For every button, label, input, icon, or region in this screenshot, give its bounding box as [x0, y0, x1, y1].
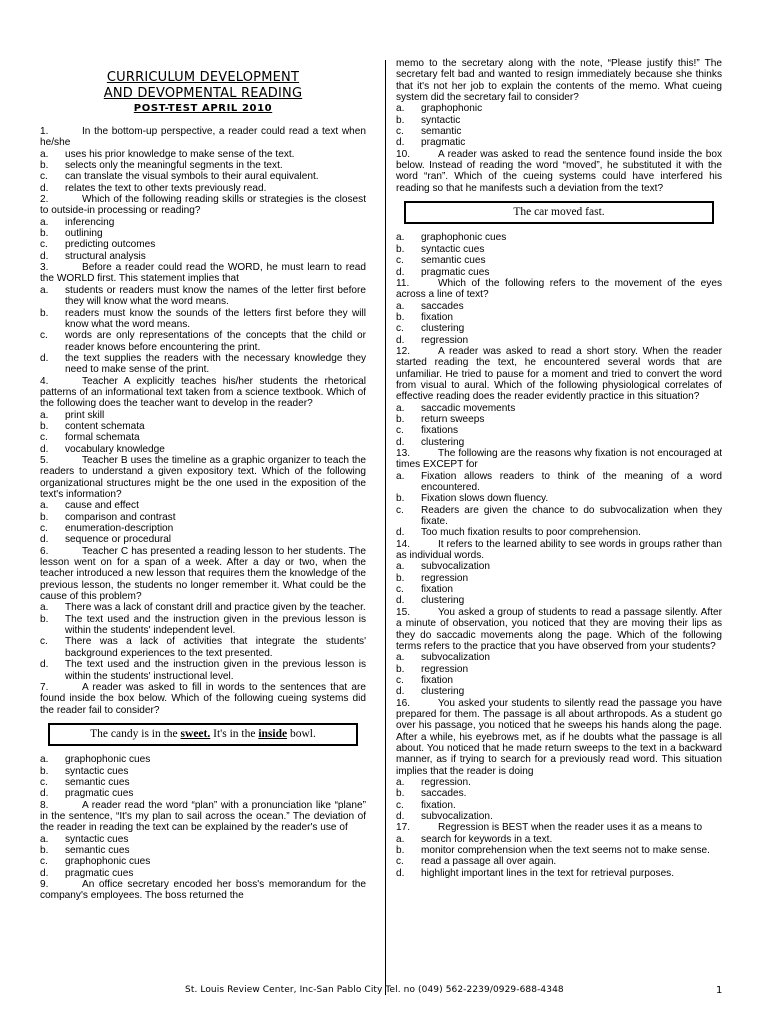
question-item [396, 698, 722, 823]
option-text: pragmatic cues [65, 788, 134, 800]
option-item [396, 126, 722, 137]
option-text: semantic cues [421, 255, 486, 267]
option-text: can translate the visual symbols to their aural equivalent. [65, 171, 319, 183]
box-word-1: sweet. [180, 727, 211, 740]
option-item [396, 301, 722, 312]
option-item [40, 160, 366, 171]
option-text: graphophonic [421, 103, 483, 115]
option-item [396, 437, 722, 448]
option-item [396, 834, 722, 845]
option-item [396, 595, 722, 606]
option-item [40, 534, 366, 545]
option-letter: c. [396, 584, 404, 596]
option-letter: a. [40, 500, 49, 512]
question-stem: Which of the following reading skills or strategies is the closest to outside-in processing or reading? [40, 194, 366, 217]
option-text: syntactic cues [65, 833, 129, 845]
question-stem: Teacher C has presented a reading lesson to her students. The lesson went on for a span of a week. After a day or two, when the teacher introduced a new lesson that requires them the knowledge of the previous lesson, the students no longer remember it. What could be the cause of this problem? [40, 545, 366, 603]
option-letter: a. [396, 232, 405, 244]
question-stem: Before a reader could read the WORD, he must learn to read the WORLD first. This statement implies that [40, 262, 366, 285]
question-stem: An office secretary encoded her boss's memorandum for the company's employees. The boss returned the [40, 879, 366, 902]
option-item [40, 636, 366, 659]
question-item [396, 448, 722, 539]
sentence-box [48, 723, 358, 746]
question-number: 3. [40, 262, 49, 274]
option-text: vocabulary knowledge [65, 443, 165, 455]
option-text: saccadic movements [421, 402, 516, 414]
option-letter: d. [396, 595, 405, 607]
option-item [40, 500, 366, 511]
right-column [396, 58, 722, 879]
sentence-box: The car moved fast. [404, 201, 714, 224]
option-letter: d. [40, 182, 49, 194]
option-text: syntactic [421, 114, 461, 126]
option-letter: b. [396, 114, 405, 126]
question-item [396, 149, 722, 278]
question-number: 14. [396, 538, 411, 550]
question-item [396, 278, 722, 346]
option-item [40, 149, 366, 160]
question-number: 17. [396, 822, 411, 834]
option-item [396, 527, 722, 538]
option-text: cause and effect [65, 500, 139, 512]
option-item [396, 471, 722, 494]
option-item [396, 493, 722, 504]
option-text: monitor comprehension when the text seems not to make sense. [421, 845, 710, 857]
option-text: subvocalization [421, 561, 491, 573]
question-number: 5. [40, 454, 49, 466]
option-text: graphophonic cues [421, 232, 507, 244]
option-text: syntactic cues [65, 765, 129, 777]
question-text [40, 546, 366, 603]
question-number: 8. [40, 799, 49, 811]
option-text: The text used and the instruction given in the previous lesson is within the students' independent level. [65, 613, 366, 637]
option-item [396, 232, 722, 243]
option-text: fixation [421, 674, 453, 686]
option-letter: a. [396, 300, 405, 312]
left-column [40, 0, 366, 902]
option-letter: b. [396, 663, 405, 675]
question-number: 16. [396, 697, 411, 709]
option-letter: b. [40, 228, 49, 240]
option-text: clustering [421, 323, 465, 335]
question-item [40, 376, 366, 455]
option-letter: a. [396, 776, 405, 788]
question-item [40, 546, 366, 682]
option-text: comparison and contrast [65, 511, 176, 523]
option-item [396, 675, 722, 686]
option-letter: c. [396, 255, 404, 267]
option-item [40, 777, 366, 788]
option-text: fixation [421, 584, 453, 596]
option-letter: a. [40, 284, 49, 296]
question-text [40, 126, 366, 149]
option-item [40, 868, 366, 879]
option-item [40, 659, 366, 682]
question-text [40, 455, 366, 500]
question-stem: Regression is BEST when the reader uses it as a means to [438, 822, 703, 834]
option-letter: d. [396, 137, 405, 149]
option-letter: c. [40, 523, 48, 535]
option-item [40, 308, 366, 331]
option-text: graphophonic cues [65, 754, 151, 766]
option-letter: d. [40, 250, 49, 262]
option-item [396, 403, 722, 414]
option-item [40, 228, 366, 239]
option-item [396, 856, 722, 867]
question-text [396, 346, 722, 403]
option-letter: b. [40, 844, 49, 856]
question-text [396, 149, 722, 194]
option-item [396, 573, 722, 584]
option-text: There was a lack of activities that integrate the students' background experiences to the text presented. [65, 636, 366, 659]
option-letter: d. [396, 266, 405, 278]
question-text [40, 262, 366, 285]
right-question-list [396, 58, 722, 879]
option-letter: b. [396, 311, 405, 323]
option-text: semantic cues [65, 844, 130, 856]
option-text: pragmatic cues [65, 867, 134, 879]
option-letter: c. [40, 239, 48, 251]
option-letter: b. [396, 572, 405, 584]
option-text: semantic [421, 126, 462, 138]
option-text: saccades [421, 300, 464, 312]
option-letter: d. [396, 334, 405, 346]
option-text: pragmatic cues [421, 266, 490, 278]
option-letter: b. [396, 788, 405, 800]
option-item [396, 255, 722, 266]
option-letter: a. [40, 754, 49, 766]
option-text: clustering [421, 686, 465, 698]
option-item [396, 561, 722, 572]
option-item [396, 777, 722, 788]
column-divider [385, 60, 386, 995]
option-letter: c. [396, 323, 404, 335]
option-item [40, 239, 366, 250]
option-item [396, 868, 722, 879]
subtitle: POST-TEST APRIL 2010 [133, 103, 273, 114]
option-item [396, 312, 722, 323]
option-item [40, 512, 366, 523]
option-item [396, 584, 722, 595]
question-number: 10. [396, 148, 411, 160]
question-text [40, 682, 366, 716]
option-text: subvocalization. [421, 811, 493, 822]
option-letter: a. [40, 216, 49, 228]
option-item [396, 788, 722, 799]
option-text: regression [421, 663, 469, 675]
option-item [396, 505, 722, 528]
question-text [396, 698, 722, 777]
option-letter: b. [40, 160, 49, 172]
question-number: 12. [396, 345, 411, 357]
option-letter: b. [40, 307, 49, 319]
option-text: uses his prior knowledge to make sense of the text. [65, 148, 295, 160]
option-item [396, 425, 722, 436]
question-item [40, 879, 366, 902]
option-item [40, 766, 366, 777]
option-text: Fixation allows readers to think of the meaning of a word encountered. [421, 470, 722, 494]
option-letter: a. [396, 103, 405, 115]
option-letter: b. [396, 413, 405, 425]
option-text: regression [421, 334, 469, 346]
question-text [396, 448, 722, 471]
option-text: enumeration-description [65, 523, 174, 535]
option-text: search for keywords in a text. [421, 833, 553, 845]
option-text: words are only representations of the concepts that the child or reader knows before encountering the print. [65, 330, 366, 353]
option-letter: c. [40, 856, 48, 868]
option-item [40, 432, 366, 443]
question-item [396, 822, 722, 879]
question-number: 6. [40, 545, 49, 557]
question-stem: Teacher B uses the timeline as a graphic organizer to teach the readers to understand a given expository text. Which of the following organizational structures might be the one used in the exposition of the text's information? [40, 454, 366, 500]
question-text [40, 800, 366, 834]
option-item [40, 788, 366, 799]
option-item [40, 845, 366, 856]
option-item [40, 614, 366, 637]
box-word-2: inside [258, 727, 288, 740]
question-number: 11. [396, 277, 410, 289]
option-text: graphophonic cues [65, 856, 151, 868]
question-stem: You asked your students to silently read the passage you have prepared for them. The passage is all about arthropods. As a student go over his passage, you noticed that he sweeps his hands along the page. After a while, his eyebrows met, as if he doubts what the passage is all about. You noticed that he made return sweeps to the text in a backward manner, as if trying to search for a previously read word. This situation implies that the reader is doing [396, 697, 722, 777]
option-letter: c. [40, 171, 48, 183]
option-item [396, 115, 722, 126]
option-letter: c. [396, 504, 404, 516]
question-item [396, 346, 722, 448]
question-number: 13. [396, 448, 411, 459]
option-letter: c. [396, 674, 404, 686]
question-item [396, 58, 722, 149]
option-item [396, 652, 722, 663]
option-text: pragmatic [421, 137, 466, 149]
option-item [40, 523, 366, 534]
option-letter: a. [40, 409, 49, 421]
option-text: semantic cues [65, 776, 130, 788]
option-item [396, 845, 722, 856]
option-text: formal schemata [65, 432, 140, 444]
question-item [396, 607, 722, 698]
question-item [40, 455, 366, 546]
option-item [396, 267, 722, 278]
option-text: read a passage all over again. [421, 856, 557, 868]
question-text [396, 607, 722, 652]
option-letter: a. [396, 561, 405, 573]
option-letter: d. [40, 352, 49, 364]
option-item [40, 330, 366, 353]
option-letter: d. [40, 788, 49, 800]
option-text: return sweeps [421, 413, 485, 425]
option-item [396, 414, 722, 425]
option-text: Fixation slows down fluency. [421, 493, 549, 505]
option-item [396, 323, 722, 334]
option-text: Readers are given the chance to do subvocalization when they fixate. [421, 504, 722, 528]
option-text: clustering [421, 595, 465, 607]
question-stem: The following are the reasons why fixation is not encouraged at times EXCEPT for [396, 448, 722, 471]
box-text-1: The candy is in the [90, 727, 181, 740]
question-number: 4. [40, 375, 49, 387]
option-text: regression. [421, 776, 471, 788]
option-text: predicting outcomes [65, 239, 156, 251]
question-item [40, 126, 366, 194]
option-text: The text used and the instruction given in the previous lesson is within the students' instructional level. [65, 659, 366, 682]
title-line-2: AND DEVOPMENTAL READING [103, 86, 303, 101]
option-text: selects only the meaningful segments in the text. [65, 160, 283, 172]
option-letter: a. [40, 148, 49, 160]
option-item [40, 251, 366, 262]
option-letter: d. [396, 867, 405, 879]
question-text [396, 539, 722, 562]
option-letter: d. [40, 443, 49, 455]
question-number: 7. [40, 681, 49, 693]
option-letter: a. [396, 402, 405, 414]
option-text: outlining [65, 228, 103, 240]
option-letter: a. [40, 833, 49, 845]
option-text: There was a lack of constant drill and practice given by the teacher. [65, 602, 366, 614]
option-text: fixations [421, 425, 459, 437]
box-text-2: It's in the [210, 727, 259, 740]
option-item [396, 103, 722, 114]
option-item [396, 811, 722, 822]
option-letter: a. [396, 652, 405, 664]
option-letter: d. [396, 527, 405, 539]
option-text: students or readers must know the names of the letter first before they will know what the word means. [65, 284, 366, 308]
question-number: 1. [40, 126, 49, 137]
question-item [40, 682, 366, 800]
option-letter: c. [396, 425, 404, 437]
option-text: highlight important lines in the text for retrieval purposes. [421, 867, 675, 879]
option-item [40, 410, 366, 421]
option-letter: d. [40, 534, 49, 546]
option-text: sequence or procedural [65, 534, 172, 546]
option-item [40, 353, 366, 376]
option-item [396, 664, 722, 675]
option-letter: a. [396, 833, 405, 845]
option-letter: c. [396, 799, 404, 811]
option-letter: a. [396, 470, 405, 482]
option-letter: c. [40, 432, 48, 444]
question-number: 9. [40, 879, 49, 890]
option-text: syntactic cues [421, 243, 485, 255]
option-text: content schemata [65, 420, 145, 432]
question-text [396, 822, 722, 833]
option-text: clustering [421, 436, 465, 448]
question-stem: In the bottom-up perspective, a reader could read a text when he/she [40, 126, 366, 149]
question-item [40, 194, 366, 262]
option-item [40, 285, 366, 308]
question-item [40, 262, 366, 375]
option-letter: c. [40, 330, 48, 342]
option-letter: b. [40, 613, 49, 625]
option-text: saccades. [421, 788, 467, 800]
option-item [40, 856, 366, 867]
page-number: 1 [716, 985, 723, 996]
box-text-3: bowl. [287, 727, 316, 740]
option-letter: d. [396, 436, 405, 448]
option-item [40, 602, 366, 613]
option-letter: b. [396, 845, 405, 857]
question-number: 15. [396, 606, 411, 618]
option-item [396, 137, 722, 148]
question-stem: Teacher A explicitly teaches his/her students the rhetorical patterns of an informational text taken from a science textbook. Which of the following does the teacher want to develop in the reader? [40, 375, 366, 410]
option-text: print skill [65, 409, 105, 421]
option-letter: d. [40, 867, 49, 879]
option-text: readers must know the sounds of the letters first before they will know what the word means. [65, 307, 366, 330]
question-text [40, 194, 366, 217]
option-letter: c. [396, 856, 404, 868]
option-text: regression [421, 572, 469, 584]
option-item [40, 171, 366, 182]
question-text [40, 879, 366, 902]
question-stem: Which of the following refers to the movement of the eyes across a line of text? [396, 277, 722, 301]
question-stem: It refers to the learned ability to see words in groups rather than as individual words. [396, 538, 722, 562]
option-text: structural analysis [65, 250, 146, 262]
question-stem: A reader was asked to read a short story. When the reader started reading the text, he encountered several words that are unfamiliar. He tried to pause for a moment and tried to convert the word from visual to aural. Which of the following physiological correlates of effective reading does the reader evidently practice in this situation? [396, 345, 722, 403]
option-item [396, 335, 722, 346]
left-question-list [40, 126, 366, 902]
option-letter: b. [40, 511, 49, 523]
option-letter: d. [396, 686, 405, 698]
option-item [396, 686, 722, 697]
option-letter: d. [396, 811, 405, 822]
option-letter: b. [396, 493, 405, 505]
option-text: fixation [421, 311, 453, 323]
option-text: inferencing [65, 216, 115, 228]
option-item [40, 217, 366, 228]
option-letter: b. [40, 765, 49, 777]
option-letter: b. [40, 420, 49, 432]
option-text: subvocalization [421, 652, 491, 664]
option-letter: c. [396, 126, 404, 138]
option-text: fixation. [421, 799, 456, 811]
option-letter: a. [40, 602, 49, 614]
option-letter: b. [396, 243, 405, 255]
title-line-1: CURRICULUM DEVELOPMENT [106, 70, 300, 85]
option-item [40, 834, 366, 845]
option-item [40, 444, 366, 455]
question-item [40, 800, 366, 879]
option-text: Too much fixation results to poor comprehension. [421, 527, 641, 539]
option-text: relates the text to other texts previously read. [65, 182, 267, 194]
question-stem: A reader read the word “plan” with a pronunciation like “plane” in the sentence, “It's my plan to sail across the ocean.” The deviation of the reader in reading the text can be explained by the reader's use of [40, 799, 366, 834]
option-text: the text supplies the readers with the necessary knowledge they need to make sense of the print. [65, 352, 366, 376]
question-stem: You asked a group of students to read a passage silently. After a minute of observation, you noticed that they are moving their lips as they do saccadic movements along the page. Which of the following terms refers to the practice that you have observed from your students? [396, 606, 722, 652]
option-letter: c. [40, 636, 48, 648]
question-stem: A reader was asked to fill in words to the sentences that are found inside the box below. Which of the following cueing systems did the reader fail to consider? [40, 681, 366, 716]
question-number: 2. [40, 194, 49, 206]
option-item [40, 754, 366, 765]
question-text [396, 278, 722, 301]
option-item [396, 800, 722, 811]
question-text [40, 376, 366, 410]
option-item [40, 421, 366, 432]
option-item [40, 183, 366, 194]
question-continued: memo to the secretary along with the note, “Please justify this!” The secretary felt bad and wanted to resign immediately because she thinks that it's not her job to explain the contents of the memo. What cueing system did the secretary fail to consider? [396, 58, 722, 104]
option-letter: c. [40, 776, 48, 788]
option-item [396, 244, 722, 255]
option-letter: d. [40, 659, 49, 671]
footer-text: St. Louis Review Center, Inc-San Pablo City Tel. no (049) 562-2239/0929-688-4348 [185, 985, 564, 995]
question-stem: A reader was asked to read the sentence found inside the box below. Instead of reading the word “moved”, he substituted it with the word “ran”. Which of the cueing systems could have interfered his reading so that he manifests such a deviation from the text? [396, 148, 722, 194]
question-item [396, 539, 722, 607]
